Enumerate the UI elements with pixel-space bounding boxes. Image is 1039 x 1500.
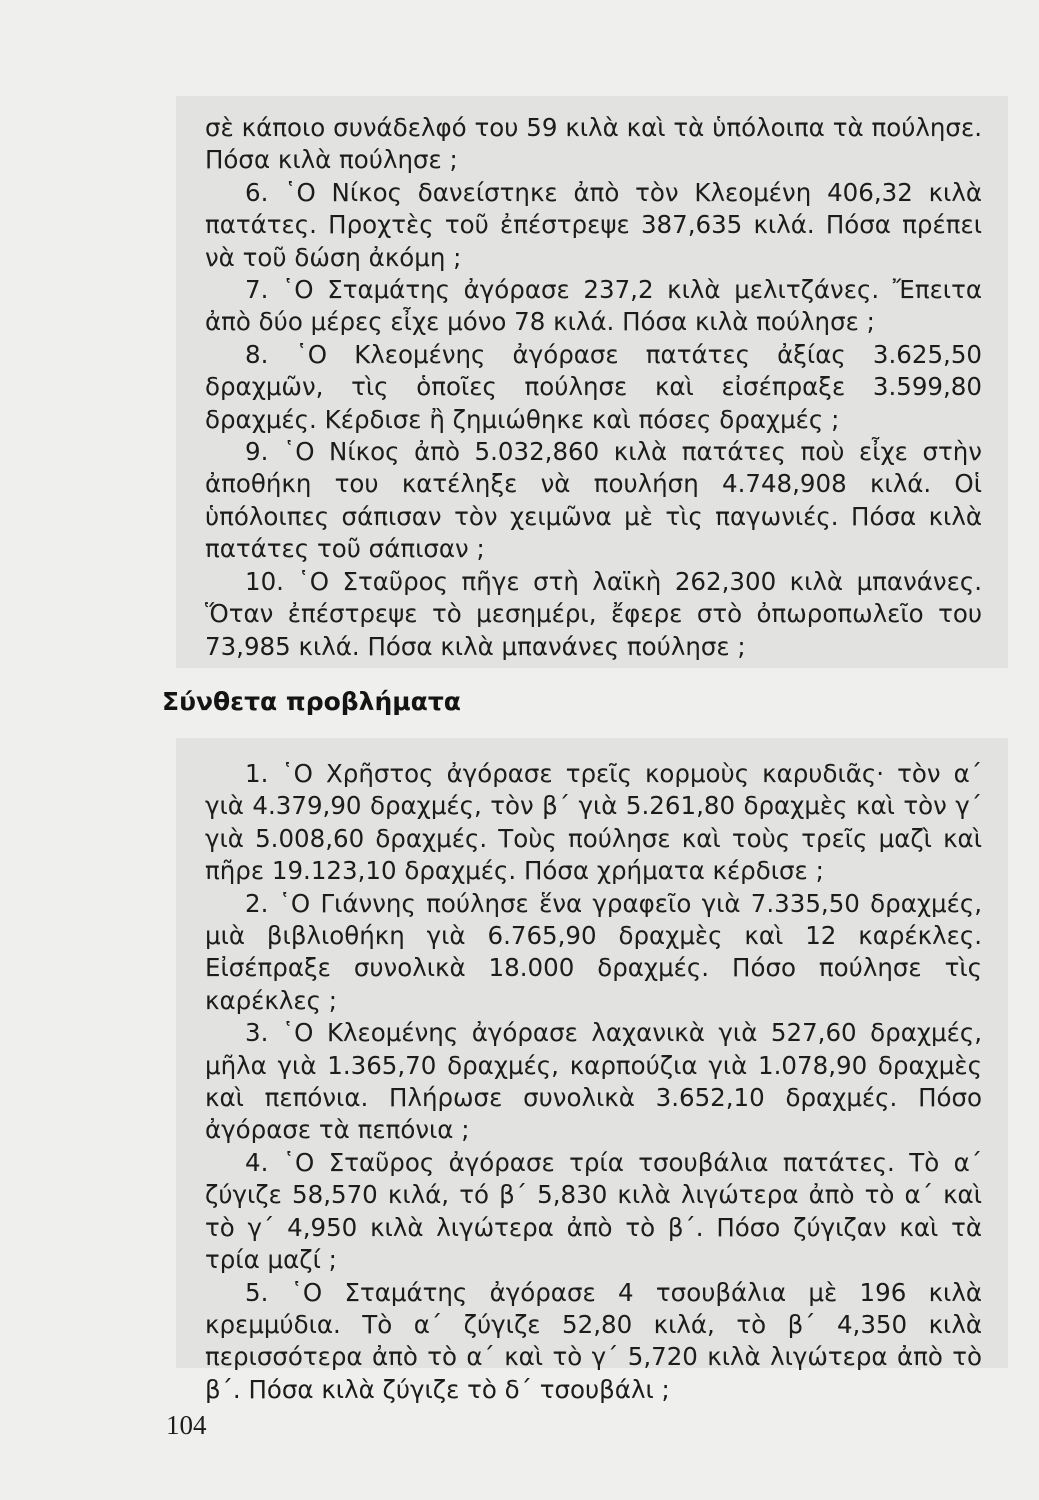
problem-item: 3. ῾Ο Κλεομένης ἀγόρασε λαχανικὰ γιὰ 527,60 δραχμές, μῆλα γιὰ 1.365,70 δραχμές, καρπούζια γιὰ 1.078,90 δραχμὲς καὶ πεπόνια. Πλήρωσε συνολικὰ 3.652,10 δραχμές. Πόσο ἀγόρασε τὰ πεπόνια ; (205, 1018, 982, 1145)
problem-item: 2. ῾Ο Γιάννης πούλησε ἕνα γραφεῖο γιὰ 7.335,50 δραχμές, μιὰ βιβλιοθήκη γιὰ 6.765,90 δραχμὲς καὶ 12 καρέκλες. Εἰσέπραξε συνολικὰ 18.000 δραχμές. Πόσο πούλησε τὶς καρέκλες ; (205, 888, 982, 1015)
continued-problem-text: σὲ κάποιο συνάδελφό του 59 κιλὰ καὶ τὰ ὑπόλοιπα τὰ πούλησε. Πόσα κιλὰ πούλησε ; (205, 113, 982, 175)
problem-item: 1. ῾Ο Χρῆστος ἀγόρασε τρεῖς κορμοὺς καρυδιᾶς· τὸν α΄ γιὰ 4.379,90 δραχμές, τὸν β΄ γιὰ 5.261,80 δραχμὲς καὶ τὸν γ΄ γιὰ 5.008,60 δραχμές. Τοὺς πούλησε καὶ τοὺς τρεῖς μαζὶ καὶ πῆρε 19.123,10 δραχμές. Πόσα χρήματα κέρδισε ; (205, 759, 982, 886)
problem-item: 10. ῾Ο Σταῦρος πῆγε στὴ λαϊκὴ 262,300 κιλὰ μπανάνες. Ὅταν ἐπέστρεψε τὸ μεσημέρι, ἔφερε στὸ ὀπωροπωλεῖο του 73,985 κιλά. Πόσα κιλὰ μπανάνες πούλησε ; (205, 566, 982, 661)
exercise-list-bottom (205, 758, 982, 1406)
problem-item: 5. ῾Ο Σταμάτης ἀγόρασε 4 τσουβάλια μὲ 196 κιλὰ κρεμμύδια. Τὸ α΄ ζύγιζε 52,80 κιλά, τὸ β΄ 4,350 κιλὰ περισσότερα ἀπὸ τὸ α΄ καὶ τὸ γ΄ 5,720 κιλὰ λιγώτερα ἀπὸ τὸ β΄. Πόσα κιλὰ ζύγιζε τὸ δ΄ τσουβάλι ; (205, 1277, 982, 1404)
exercise-list-top (205, 112, 982, 663)
problem-item: 7. ῾Ο Σταμάτης ἀγόρασε 237,2 κιλὰ μελιτζάνες. Ἔπειτα ἀπὸ δύο μέρες εἶχε μόνο 78 κιλά. Πόσα κιλὰ πούλησε ; (205, 275, 982, 337)
problem-item: 4. ῾Ο Σταῦρος ἀγόρασε τρία τσουβάλια πατάτες. Τὸ α΄ ζύγιζε 58,570 κιλά, τό β΄ 5,830 κιλὰ λιγώτερα ἀπὸ τὸ α΄ καὶ τὸ γ΄ 4,950 κιλὰ λιγώτερα ἀπὸ τὸ β΄. Πόσο ζύγιζαν καὶ τὰ τρία μαζί ; (205, 1147, 982, 1275)
page-number: 104 (166, 1410, 207, 1440)
problem-item: 8. ῾Ο Κλεομένης ἀγόρασε πατάτες ἀξίας 3.625,50 δραχμῶν, τὶς ὁποῖες πούλησε καὶ εἰσέπραξε 3.599,80 δραχμές. Κέρδισε ἢ ζημιώθηκε καὶ πόσες δραχμές ; (205, 339, 982, 434)
section-heading: Σύνθετα προβλήματα (162, 687, 461, 716)
problem-item: 9. ῾Ο Νίκος ἀπὸ 5.032,860 κιλὰ πατάτες ποὺ εἶχε στὴν ἀποθήκη του κατέληξε νὰ πουλήση 4.748,908 κιλά. Οἱ ὑπόλοιπες σάπισαν τὸν χειμῶνα μὲ τὶς παγωνιές. Πόσα κιλὰ πατάτες τοῦ σάπισαν ; (205, 437, 982, 564)
problem-item: 6. ῾Ο Νίκος δανείστηκε ἀπὸ τὸν Κλεομένη 406,32 κιλὰ πατάτες. Προχτὲς τοῦ ἐπέστρεψε 387,635 κιλά. Πόσα πρέπει νὰ τοῦ δώση ἀκόμη ; (205, 177, 982, 272)
